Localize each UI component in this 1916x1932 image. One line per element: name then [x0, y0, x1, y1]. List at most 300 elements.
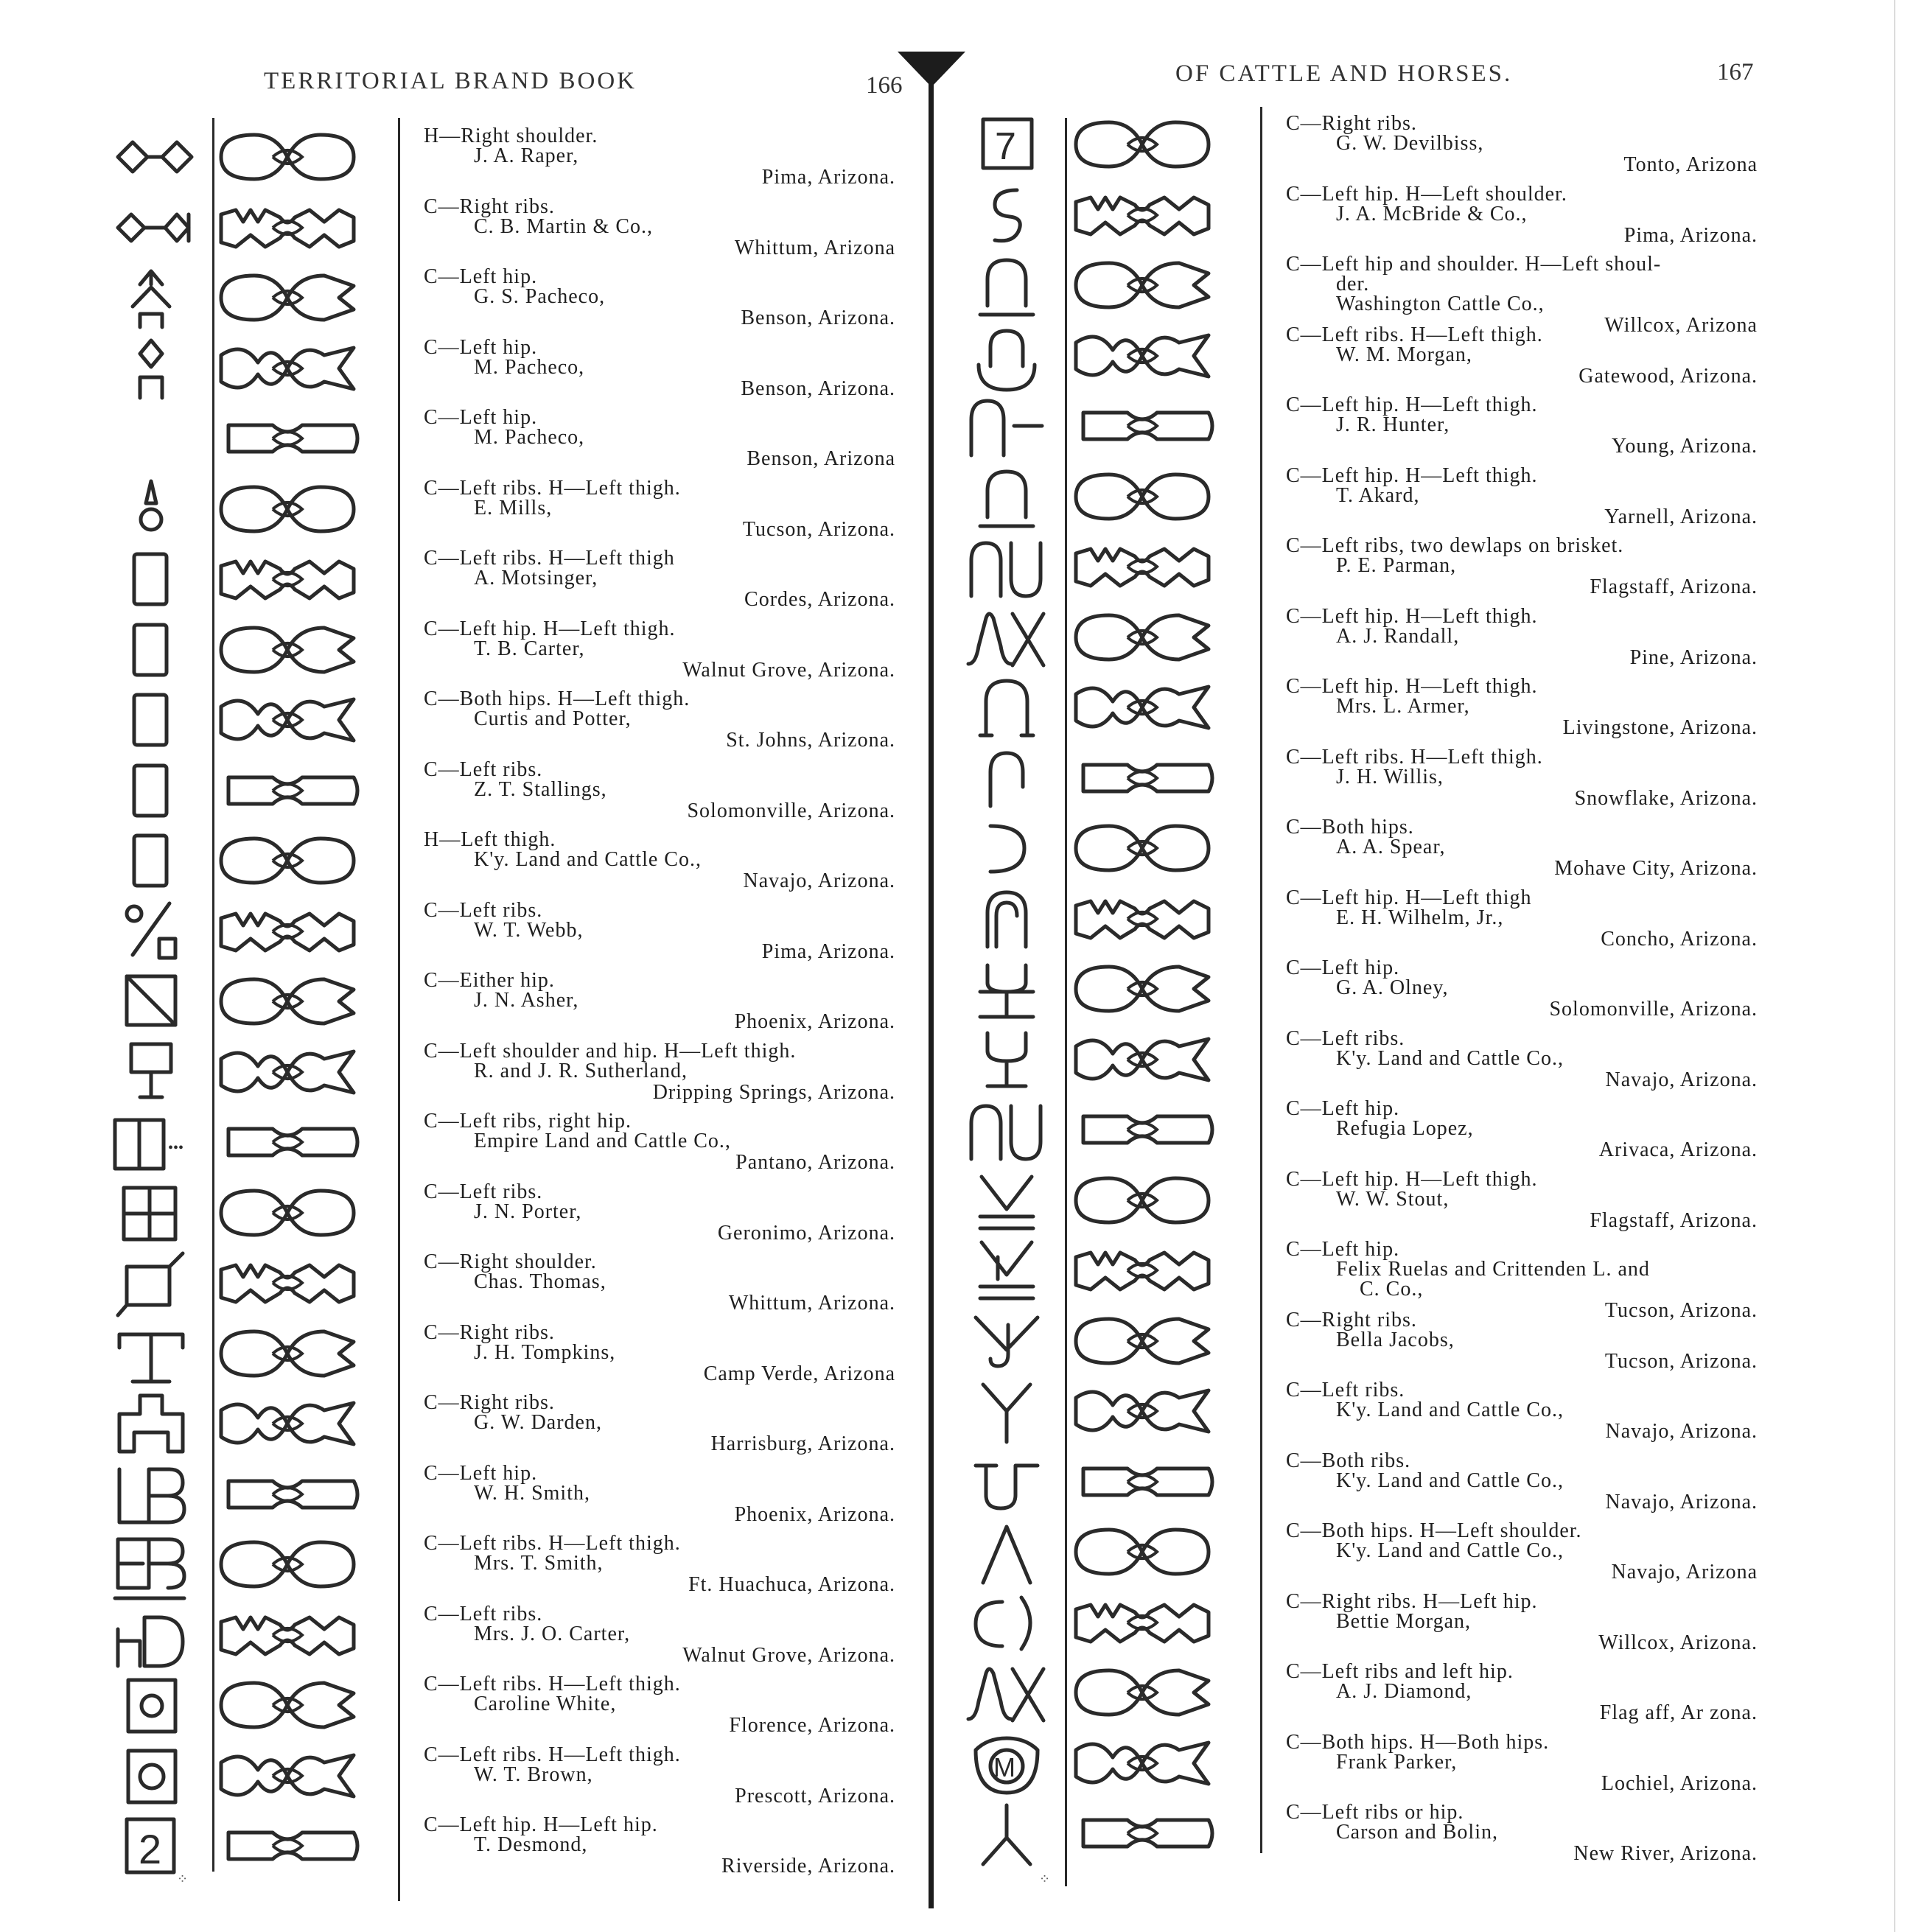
owner-location: Florence, Arizona.	[729, 1714, 895, 1737]
mark-location: C—Left hip.	[424, 335, 538, 359]
owner-name: Frank Parker,	[1336, 1750, 1458, 1774]
mark-location: C—Left ribs, two dewlaps on brisket.	[1286, 534, 1624, 557]
brand-entry	[951, 109, 1916, 180]
brand-symbol	[965, 953, 1054, 1024]
brand-symbol	[965, 1235, 1054, 1306]
mark-location: C—Left ribs. H—Left thigh.	[1286, 323, 1543, 346]
cattle-brand-mark	[1069, 1446, 1223, 1517]
page-header: OF CATTLE AND HORSES.	[1175, 60, 1513, 87]
brand-entry	[0, 474, 951, 545]
brand-record	[1286, 1732, 1758, 1793]
owner-location: Tucson, Arizona.	[742, 517, 895, 541]
brand-record	[1286, 113, 1758, 175]
cattle-brand-mark	[1069, 1798, 1223, 1869]
owner-name: P. E. Parman,	[1336, 554, 1457, 577]
owner-name: K'y. Land and Cattle Co.,	[1336, 1539, 1564, 1562]
owner-name: Felix Ruelas and Crittenden L. and	[1336, 1258, 1650, 1281]
cattle-brand-mark	[214, 1318, 368, 1389]
mark-location: C—Left hip. H—Left thigh	[1286, 886, 1532, 909]
owner-name: Caroline White,	[474, 1693, 617, 1715]
owner-name: Washington Cattle Co.,	[1336, 293, 1545, 315]
brand-symbol	[111, 1600, 199, 1670]
brand-record	[1286, 1451, 1758, 1512]
mark-location: C—Left hip. H—Left thigh.	[1286, 604, 1538, 628]
owner-name: J. A. Raper,	[474, 144, 579, 167]
brand-symbol	[111, 896, 199, 967]
brand-record	[1286, 676, 1758, 738]
mark-location: C—Left ribs.	[424, 898, 543, 922]
page-header: TERRITORIAL BRAND BOOK	[264, 68, 637, 94]
cattle-brand-mark	[214, 1740, 368, 1811]
owner-location: Flagstaff, Arizona.	[1590, 575, 1758, 598]
brand-record	[424, 407, 895, 469]
cattle-brand-mark	[214, 1388, 368, 1459]
brand-entry	[951, 1024, 1916, 1095]
brand-record	[1286, 958, 1758, 1019]
brand-entry	[951, 1306, 1916, 1376]
owner-location: Lochiel, Arizona.	[1601, 1771, 1758, 1795]
cattle-brand-mark	[214, 1459, 368, 1530]
brand-symbol	[965, 1376, 1054, 1446]
cattle-brand-mark	[214, 262, 368, 333]
brand-record	[1286, 888, 1758, 949]
mark-location: C—Left hip.	[1286, 1238, 1400, 1261]
mark-location: C—Left ribs or hip.	[1286, 1801, 1464, 1824]
owner-location: Navajo, Arizona.	[743, 869, 895, 892]
owner-location: Solomonville, Arizona.	[1549, 998, 1758, 1021]
owner-name: Bella Jacobs,	[1336, 1328, 1455, 1351]
cattle-brand-mark	[214, 1107, 368, 1177]
owner-location: Whittum, Arizona	[734, 236, 895, 259]
mark-location: C—Left hip.	[424, 1461, 538, 1485]
mark-location: C—Left ribs, right hip.	[424, 1110, 632, 1133]
brand-entry	[951, 531, 1916, 602]
owner-name: W. T. Brown,	[474, 1763, 593, 1786]
owner-location: Snowflake, Arizona.	[1574, 786, 1758, 810]
brand-entry	[0, 544, 951, 615]
owner-location: Navajo, Arizona.	[1605, 1420, 1758, 1443]
brand-entry	[0, 1810, 951, 1881]
owner-location: Pima, Arizona.	[1623, 223, 1758, 247]
brand-symbol	[111, 333, 199, 404]
cattle-brand-mark	[1069, 602, 1223, 673]
cattle-brand-mark	[1069, 531, 1223, 602]
brand-entry	[951, 953, 1916, 1024]
brand-entry	[0, 1388, 951, 1459]
owner-location: Gatewood, Arizona.	[1578, 364, 1758, 388]
owner-name: W. H. Smith,	[474, 1481, 590, 1505]
brand-entry	[0, 262, 951, 333]
brand-symbol	[111, 192, 199, 263]
brand-entry	[0, 685, 951, 755]
brand-record	[1286, 606, 1758, 668]
cattle-brand-mark	[1069, 1235, 1223, 1306]
brand-entry	[951, 321, 1916, 391]
brand-entry	[951, 1376, 1916, 1446]
mark-location-cont: der.	[1336, 273, 1370, 295]
brand-record	[424, 1252, 895, 1313]
mark-location: C—Left hip. H—Left shoulder.	[1286, 182, 1567, 206]
mark-location: C—Left hip. H—Left thigh.	[1286, 463, 1538, 487]
brand-entry	[951, 180, 1916, 251]
cattle-brand-mark	[1069, 672, 1223, 743]
cattle-brand-mark	[214, 1177, 368, 1248]
owner-name: J. N. Asher,	[474, 989, 579, 1012]
owner-name: Refugia Lopez,	[1336, 1117, 1474, 1140]
cattle-brand-mark	[1069, 1657, 1223, 1728]
mark-location: C—Left ribs. H—Left thigh.	[424, 1743, 681, 1766]
brand-symbol	[111, 1318, 199, 1389]
brand-symbol	[111, 685, 199, 755]
brand-symbol	[111, 1388, 199, 1459]
brand-record	[424, 337, 895, 399]
brand-record	[424, 1674, 895, 1735]
brand-entry	[0, 755, 951, 826]
cattle-brand-mark	[1069, 1728, 1223, 1799]
owner-name: Mrs. T. Smith,	[474, 1552, 604, 1575]
brand-symbol	[965, 602, 1054, 673]
mark-location: H—Left thigh.	[424, 828, 556, 851]
brand-record	[1286, 747, 1758, 808]
brand-record	[1286, 1589, 1758, 1654]
owner-name: J. A. McBride & Co.,	[1336, 202, 1528, 225]
brand-symbol	[965, 531, 1054, 602]
brand-record	[1286, 817, 1758, 878]
brand-entry	[0, 615, 951, 685]
mark-location: C—Left ribs.	[424, 1602, 543, 1625]
cattle-brand-mark	[1069, 1306, 1223, 1376]
brand-record	[424, 757, 895, 822]
cattle-brand-mark	[214, 896, 368, 967]
svg-text:2: 2	[139, 1826, 162, 1872]
brand-entry	[951, 1798, 1916, 1869]
brand-record	[424, 1041, 895, 1102]
cattle-brand-mark	[1069, 743, 1223, 813]
cattle-brand-mark	[214, 1037, 368, 1107]
brand-symbol	[111, 1037, 199, 1107]
cattle-brand-mark	[214, 1670, 368, 1740]
brand-record	[1286, 463, 1758, 528]
brand-record	[424, 548, 895, 609]
owner-name: K'y. Land and Cattle Co.,	[1336, 1046, 1564, 1070]
brand-symbol	[111, 474, 199, 545]
brand-symbol	[111, 615, 199, 685]
brand-record	[424, 689, 895, 750]
owner-location: Camp Verde, Arizona	[703, 1362, 895, 1385]
brand-entry	[0, 1459, 951, 1530]
brand-symbol	[111, 1459, 199, 1530]
brand-entry	[951, 813, 1916, 883]
owner-location: Benson, Arizona.	[741, 307, 895, 329]
owner-name: G. S. Pacheco,	[474, 285, 606, 308]
cattle-brand-mark	[214, 474, 368, 545]
brand-record	[424, 1745, 895, 1806]
owner-name-cont: C. Co.,	[1360, 1278, 1424, 1301]
owner-location: Geronimo, Arizona.	[717, 1221, 895, 1245]
cattle-brand-mark	[1069, 1024, 1223, 1095]
owner-name: A. J. Diamond,	[1336, 1680, 1472, 1703]
mark-location: C—Right shoulder.	[424, 1250, 597, 1273]
brand-symbol	[111, 966, 199, 1037]
brand-entry	[0, 403, 951, 474]
mark-location: C—Left ribs.	[1286, 1379, 1405, 1401]
brand-symbol	[965, 743, 1054, 813]
brand-entry	[0, 1529, 951, 1600]
cattle-brand-mark	[1069, 1587, 1223, 1658]
brand-symbol	[965, 461, 1054, 532]
brand-symbol	[111, 262, 199, 333]
owner-name: W. M. Morgan,	[1336, 343, 1472, 366]
cattle-brand-mark	[214, 966, 368, 1037]
brand-record	[1286, 1380, 1758, 1441]
owner-location: Phoenix, Arizona.	[734, 1502, 895, 1526]
owner-location: Pima, Arizona.	[761, 939, 895, 963]
brand-entry	[0, 1107, 951, 1177]
brand-symbol	[965, 1516, 1054, 1587]
brand-symbol	[965, 109, 1054, 180]
cattle-brand-mark	[214, 685, 368, 755]
cattle-brand-mark	[214, 1600, 368, 1670]
owner-name: J. N. Porter,	[474, 1200, 582, 1223]
cattle-brand-mark	[214, 1247, 368, 1318]
owner-name: J. H. Willis,	[1336, 765, 1444, 788]
page-mark: ⁘	[1039, 1872, 1051, 1886]
owner-name: J. H. Tompkins,	[474, 1340, 616, 1364]
brand-entry	[0, 896, 951, 967]
owner-location: New River, Arizona.	[1573, 1842, 1758, 1865]
brand-record	[1286, 1026, 1758, 1091]
cattle-brand-mark	[1069, 461, 1223, 532]
owner-location: St. Johns, Arizona.	[726, 729, 895, 752]
mark-location: C—Left hip. H—Left thigh.	[1286, 1167, 1538, 1191]
owner-name: E. Mills,	[474, 496, 553, 519]
brand-record	[1286, 325, 1758, 386]
brand-entry	[0, 1177, 951, 1248]
owner-location: Solomonville, Arizona.	[687, 799, 895, 822]
owner-location: Yarnell, Arizona.	[1604, 505, 1758, 528]
brand-entry	[951, 1657, 1916, 1728]
owner-location: Harrisburg, Arizona.	[710, 1432, 895, 1455]
owner-location: Walnut Grove, Arizona.	[682, 658, 895, 682]
brand-entry	[0, 1247, 951, 1318]
owner-name: E. H. Wilhelm, Jr.,	[1336, 906, 1504, 929]
owner-name: Empire Land and Cattle Co.,	[474, 1130, 731, 1152]
page-mark: ⁘	[177, 1872, 189, 1886]
owner-name: T. B. Carter,	[474, 637, 585, 660]
mark-location: C—Right ribs.	[424, 195, 555, 218]
brand-record	[424, 267, 895, 328]
brand-record	[1286, 1521, 1758, 1582]
mark-location: C—Left hip.	[424, 406, 538, 429]
brand-record	[424, 1393, 895, 1454]
brand-record	[424, 1604, 895, 1665]
brand-record	[424, 830, 895, 891]
brand-symbol	[965, 1728, 1054, 1799]
brand-entry	[0, 825, 951, 896]
mark-location: C—Right ribs.	[424, 1320, 555, 1344]
brand-record	[1286, 1802, 1758, 1863]
brand-record	[1286, 184, 1758, 245]
brand-entry	[0, 122, 951, 192]
brand-symbol	[965, 1798, 1054, 1869]
brand-entry	[951, 461, 1916, 532]
cattle-brand-mark	[1069, 109, 1223, 180]
brand-symbol	[111, 544, 199, 615]
owner-location: Dripping Springs, Arizona.	[652, 1080, 895, 1104]
owner-location: Flagstaff, Arizona.	[1590, 1208, 1758, 1232]
owner-name: M. Pacheco,	[474, 426, 585, 449]
cattle-brand-mark	[214, 544, 368, 615]
cattle-brand-mark	[1069, 1516, 1223, 1587]
brand-entry	[951, 1728, 1916, 1799]
brand-record	[424, 970, 895, 1032]
brand-record	[1286, 536, 1758, 597]
brand-symbol	[111, 403, 199, 474]
owner-location: Pantano, Arizona.	[735, 1151, 895, 1174]
brand-symbol	[111, 755, 199, 826]
mark-location: C—Left ribs.	[1286, 1026, 1405, 1050]
brand-record	[1286, 1310, 1758, 1371]
cattle-brand-mark	[1069, 883, 1223, 954]
mark-location: C—Left hip. H—Left thigh.	[1286, 675, 1538, 698]
brand-entry	[951, 1587, 1916, 1658]
cattle-brand-mark	[214, 825, 368, 896]
mark-location: C—Right ribs.	[424, 1391, 555, 1414]
brand-symbol	[111, 1177, 199, 1248]
owner-location: Tucson, Arizona.	[1604, 1299, 1758, 1322]
cattle-brand-mark	[1069, 391, 1223, 461]
owner-name: Curtis and Potter,	[474, 707, 632, 730]
owner-location: Benson, Arizona	[747, 447, 895, 470]
mark-location: C—Right ribs.	[1286, 112, 1417, 135]
owner-name: R. and J. R. Sutherland,	[474, 1059, 688, 1082]
owner-location: Concho, Arizona.	[1601, 927, 1758, 951]
page-spine	[929, 52, 934, 1908]
owner-location: Tonto, Arizona	[1623, 153, 1758, 176]
owner-location: Walnut Grove, Arizona.	[682, 1643, 895, 1667]
brand-record	[424, 126, 895, 187]
cattle-brand-mark	[214, 192, 368, 263]
page-number: 166	[866, 72, 903, 99]
owner-name: G. W. Devilbiss,	[1336, 132, 1484, 155]
svg-text:7: 7	[995, 125, 1016, 168]
brand-symbol	[965, 672, 1054, 743]
owner-name: M. Pacheco,	[474, 355, 585, 379]
svg-text:•••: •••	[168, 1140, 184, 1156]
owner-location: Mohave City, Arizona.	[1554, 857, 1758, 880]
mark-location: C—Left hip. H—Left hip.	[424, 1813, 658, 1836]
brand-symbol	[111, 1740, 199, 1811]
owner-name: J. R. Hunter,	[1336, 413, 1450, 436]
brand-record	[1286, 1099, 1758, 1160]
owner-location: Young, Arizona.	[1611, 435, 1758, 458]
cattle-brand-mark	[1069, 1094, 1223, 1165]
brand-symbol	[111, 1810, 199, 1881]
mark-location: C—Left shoulder and hip. H—Left thigh.	[424, 1039, 797, 1063]
svg-text:M: M	[993, 1751, 1015, 1782]
brand-entry	[0, 1318, 951, 1389]
brand-symbol	[965, 1306, 1054, 1376]
owner-name: K'y. Land and Cattle Co.,	[1336, 1469, 1564, 1492]
cattle-brand-mark	[1069, 250, 1223, 321]
brand-symbol	[965, 321, 1054, 391]
mark-location: C—Both hips. H—Left shoulder.	[1286, 1519, 1582, 1542]
mark-location: C—Either hip.	[424, 969, 555, 992]
brand-symbol	[965, 180, 1054, 251]
owner-location: Riverside, Arizona.	[721, 1855, 895, 1877]
brand-record	[1286, 395, 1758, 456]
brand-symbol	[111, 1670, 199, 1740]
owner-name: T. Desmond,	[474, 1833, 588, 1856]
owner-location: Willcox, Arizona.	[1598, 1631, 1758, 1654]
mark-location: C—Both hips. H—Left thigh.	[424, 687, 690, 710]
brand-entry	[0, 1600, 951, 1670]
mark-location: C—Right ribs. H—Left hip.	[1286, 1589, 1538, 1613]
owner-location: Navajo, Arizona.	[1605, 1490, 1758, 1513]
brand-record	[424, 197, 895, 258]
brand-record	[424, 1320, 895, 1385]
mark-location: C—Left ribs and left hip.	[1286, 1660, 1514, 1683]
brand-record	[424, 478, 895, 539]
owner-name: K'y. Land and Cattle Co.,	[474, 848, 702, 871]
brand-entry	[0, 1037, 951, 1107]
mark-location: C—Left ribs. H—Left thigh.	[424, 476, 681, 500]
owner-location: Willcox, Arizona	[1604, 314, 1758, 337]
owner-name: W. W. Stout,	[1336, 1187, 1450, 1211]
brand-entry	[951, 1446, 1916, 1517]
brand-entry	[951, 883, 1916, 954]
brand-symbol	[965, 813, 1054, 883]
brand-record	[424, 1533, 895, 1595]
brand-symbol	[965, 1094, 1054, 1165]
left-page	[0, 0, 951, 1932]
owner-name: K'y. Land and Cattle Co.,	[1336, 1399, 1564, 1421]
brand-symbol	[111, 122, 199, 192]
owner-name: A. Motsinger,	[474, 567, 598, 589]
cattle-brand-mark	[214, 1529, 368, 1600]
owner-location: Whittum, Arizona.	[728, 1292, 895, 1315]
brand-entry	[951, 743, 1916, 813]
brand-symbol	[111, 1529, 199, 1600]
brand-entry	[0, 966, 951, 1037]
mark-location: C—Left hip. H—Left thigh.	[424, 617, 676, 640]
owner-name: Chas. Thomas,	[474, 1270, 606, 1293]
owner-name: G. W. Darden,	[474, 1411, 602, 1434]
brand-entry	[951, 602, 1916, 673]
mark-location: H—Right shoulder.	[424, 125, 598, 147]
brand-entry	[0, 192, 951, 263]
mark-location: C—Left ribs. H—Left thigh.	[424, 1673, 681, 1695]
page-edge	[1894, 0, 1895, 1932]
owner-location: Phoenix, Arizona.	[734, 1010, 895, 1033]
brand-record	[424, 1182, 895, 1243]
owner-location: Flag aff, Ar zona.	[1599, 1701, 1758, 1724]
mark-location: C—Left ribs. H—Left thigh	[424, 547, 675, 570]
owner-location: Pima, Arizona.	[761, 166, 895, 189]
mark-location: C—Left hip.	[1286, 1097, 1400, 1120]
owner-location: Navajo, Arizona.	[1605, 1068, 1758, 1091]
owner-location: Arivaca, Arizona.	[1598, 1138, 1758, 1161]
brand-record	[1286, 1662, 1758, 1723]
brand-entry	[951, 391, 1916, 461]
brand-entry	[951, 1094, 1916, 1165]
owner-name: A. A. Spear,	[1336, 836, 1446, 858]
brand-symbol	[111, 1107, 199, 1177]
cattle-brand-mark	[214, 615, 368, 685]
owner-location: Cordes, Arizona.	[744, 588, 895, 611]
cattle-brand-mark	[214, 755, 368, 826]
brand-entry	[0, 1670, 951, 1740]
